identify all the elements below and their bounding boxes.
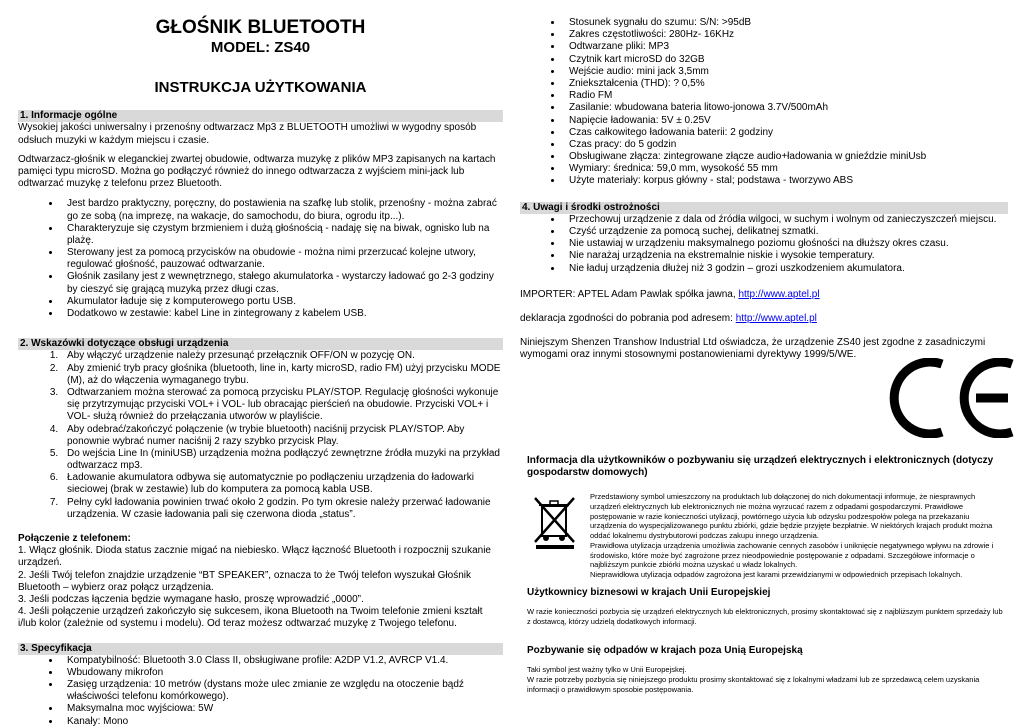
list-item: • Nie narażaj urządzenia na ekstremalnie niskie i wysokie temperatury.	[563, 250, 1008, 262]
list-item: • Zniekształcenia (THD): ? 0,5%	[563, 78, 1008, 90]
manual-title: INSTRUKCJA UŻYTKOWANIA	[154, 78, 367, 96]
waste-title: Informacja dla użytkowników o pozbywaniu się urządzeń elektrycznych i elektronicznych (dotyczy gospodarstw domowych)	[527, 455, 994, 479]
list-item: • Dodatkowo w zestawie: kabel Line in zintegrowany z kabelem USB.	[61, 308, 503, 320]
waste-text-block	[590, 492, 1002, 580]
declaration-link[interactable]: http://www.aptel.pl	[735, 312, 817, 324]
phone-step: 1. Włącz głośnik. Dioda status zacznie migać na niebiesko. Włącz łączność Bluetooth i rozpocznij szukanie urządzeń.	[18, 545, 491, 569]
list-item: • Użyte materiały: korpus główny - stal; podstawa - tworzywo ABS	[563, 175, 1008, 187]
list-item: 2. Aby zmienić tryb pracy głośnika (bluetooth, line in, karty microSD, radio FM) użyj przycisku MODE (M), aż do włączenia wymaganego trybu.	[61, 363, 503, 387]
importer-line	[520, 289, 1008, 301]
declaration-line	[520, 313, 1008, 325]
phone-heading: Połączenie z telefonem:	[18, 533, 131, 544]
phone-step: 3. Jeśli podczas łączenia będzie wymagane hasło, proszę wprowadzić „0000”.	[18, 593, 364, 605]
list-item: • Napięcie ładowania: 5V ± 0.25V	[563, 115, 1008, 127]
list-item: • Maksymalna moc wyjściowa: 5W	[61, 703, 503, 715]
list-item: • Charakteryzuje się czystym brzmieniem i dużą głośnością - nadaję się na biwak, ognisko lub na plażę.	[61, 223, 503, 247]
model-label: MODEL: ZS40	[210, 38, 311, 56]
outside-eu-text-1: Taki symbol jest ważny tylko w Unii Europejskej.	[527, 665, 687, 675]
list-item: • Kompatybilność: Bluetooth 3.0 Class II, obsługiwane profile: A2DP V1.2, AVRCP V1.4.	[61, 655, 503, 667]
list-item: • Zasilanie: wbudowana bateria litowo-jonowa 3.7V/500mAh	[563, 102, 1008, 114]
list-item: 7. Pełny cykl ładowania powinien trwać około 2 godzin. Po tym okresie należy przerwać ładowanie urządzenia. W czasie ładowania pali się czerwona dioda „status”.	[61, 497, 503, 521]
list-item: • Radio FM	[563, 90, 1008, 102]
document-title: GŁOŚNIK BLUETOOTH	[155, 17, 366, 38]
list-item: • Przechowuj urządzenie z dala od źródła wilgoci, w suchym i wolnym od zanieczyszczeń miejscu.	[563, 214, 1008, 226]
list-item: • Zakres częstotliwości: 280Hz- 16KHz	[563, 29, 1008, 41]
phone-step: 4. Jeśli połączenie urządzeń zakończyło się sukcesem, ikona Bluetooth na Twoim telefonie zmieni kształt i/lub kolor (zależnie od systemu i modelu). Od teraz możesz odtwarzać muzykę z Twojego telefonu.	[18, 606, 483, 630]
outside-eu	[527, 645, 1005, 694]
list-item: 3. Odtwarzaniem można sterować za pomocą przycisku PLAY/STOP. Regulację głośności wykonuje się przytrzymując przyciski VOL+ i VOL- lub obracając pierścień na obudowie. Przyciski VOL+ i VOL- służą również do przełączania utworów w playliście.	[61, 387, 503, 424]
section-heading-usage: 2. Wskazówki dotyczące obsługi urządzenia	[18, 338, 503, 350]
waste-text: Przedstawiony symbol umieszczony na produktach lub dołączonej do nich dokumentacji informuje, że niesprawnych urządzeń elektrycznych lub elektronicznych nie można wyrzucać razem z odpadami gospodarczymi. Prawidłowe postępowanie w razie konieczności utylizacji, powtórnego użycia lub odzysku podzespołów polega na przekazaniu urządzenia do wyspecjalizowanego punktu zbiórki, gdzie będzie przyjęte bezpłatnie. W niektórych krajach produkt można oddać lokalnemu dystrybutorowi podczas zakupu innego urządzenia.	[590, 492, 993, 540]
section-heading-cautions: 4. Uwagi i środki ostrożności	[520, 202, 1008, 214]
list-item: • Wejście audio: mini jack 3,5mm	[563, 66, 1008, 78]
list-item: • Zasięg urządzenia: 10 metrów (dystans może ulec zmianie ze względu na otoczenie bądź właściwości telefonu komórkowego).	[61, 679, 503, 703]
list-item: • Jest bardzo praktyczny, poręczny, do postawienia na szafkę lub stolik, przenośny - można zabrać go ze sobą (na imprezę, na wakacje, do samochodu, do biura, ogrodu itp...).	[61, 198, 503, 222]
usage-list	[18, 350, 503, 521]
list-item: • Obsługiwane złącza: zintegrowane złącze audio+ładowania w gnieździe miniUsb	[563, 151, 1008, 163]
list-item: • Nie ładuj urządzenia dłużej niż 3 godzin – grozi uszkodzeniem akumulatora.	[563, 263, 1008, 275]
ce-mark-icon	[872, 358, 1022, 438]
spec-list-left	[18, 655, 503, 728]
list-item: • Stosunek sygnału do szumu: S/N: >95dB	[563, 17, 1008, 29]
right-column	[520, 17, 1008, 369]
list-item: 4. Aby odebrać/zakończyć połączenie (w trybie bluetooth) naciśnij przycisk PLAY/STOP. Aby ponownie wybrać numer naciśnij 2 razy szybko przycisk Play.	[61, 424, 503, 448]
spec-list-right	[520, 17, 1008, 188]
list-item: • Czyść urządzenie za pomocą suchej, delikatnej szmatki.	[563, 226, 1008, 238]
waste-info	[527, 455, 1007, 479]
general-paragraph-2: Odtwarzacz-głośnik w eleganckiej zwartej obudowie, odtwarza muzykę z plików MP3 zapisanych na kartach pamięci typu microSD. Można go podłączyć również do innego odtwarzacza z wyjściem mini-jack lub odtwarzać muzykę z telefonu przez Bluetooth.	[18, 153, 496, 190]
list-item: • Odtwarzane pliki: MP3	[563, 41, 1008, 53]
list-item: 5. Do wejścia Line In (miniUSB) urządzenia można podłączyć zewnętrzne źródła muzyki na przykład odtwarzacz mp3.	[61, 448, 503, 472]
declaration-text: deklaracja zgodności do pobrania pod adresem:	[520, 312, 736, 324]
list-item: • Akumulator ładuje się z komputerowego portu USB.	[61, 296, 503, 308]
features-list	[18, 198, 503, 320]
crossed-bin-icon	[530, 494, 580, 550]
general-paragraph-1: Wysokiej jakości uniwersalny i przenośny odtwarzacz Mp3 z BLUETOOTH umożliwi w wygodny sposób odsłuch muzyki w każdym miejscu i czasie.	[18, 122, 477, 146]
business-title: Użytkownicy biznesowi w krajach Unii Europejskiej	[527, 587, 771, 598]
list-item: • Czas pracy: do 5 godzin	[563, 139, 1008, 151]
section-heading-general: 1. Informacje ogólne	[18, 110, 503, 122]
waste-text-3: Nieprawidłowa utylizacja odpadów zagrożona jest karami przewidzianymi w odpowiednich przepisach lokalnych.	[590, 570, 963, 579]
list-item: • Głośnik zasilany jest z wewnętrznego, stałego akumulatorka - wystarczy ładować go 2-3 godziny by cieszyć się grającą muzyką przez długi czas.	[61, 271, 503, 295]
outside-eu-title: Pozbywanie się odpadów w krajach poza Unią Europejską	[527, 645, 803, 656]
importer-text: IMPORTER: APTEL Adam Pawlak spółka jawna,	[520, 288, 739, 300]
section-heading-spec: 3. Specyfikacja	[18, 643, 503, 655]
conformity-statement: Niniejszym Shenzen Transhow Industrial Ltd oświadcza, że urządzenie ZS40 jest zgodne z zasadniczymi wymogami oraz innymi stosownymi postanowieniami dyrektywy 1999/5/WE.	[520, 337, 986, 361]
list-item: • Sterowany jest za pomocą przycisków na obudowie - można nimi przerzucać kolejne utwory, regulować głośność, pauzować odtwarzanie.	[61, 247, 503, 271]
list-item: 6. Ładowanie akumulatora odbywa się automatycznie po podłączeniu urządzenia do ładowarki sieciowej (brak w zestawie) lub do komputera za pomocą kabla USB.	[61, 472, 503, 496]
list-item: • Kanały: Mono	[61, 716, 503, 728]
list-item: • Wbudowany mikrofon	[61, 667, 503, 679]
cautions-list	[520, 214, 1008, 275]
business-text: W razie konieczności pozbycia się urządzeń elektrycznych lub elektronicznych, prosimy skontaktować się z najbliższym punktem sprzedaży lub z dostawcą, którzy udzielą dodatkowych informacji.	[527, 607, 1003, 626]
waste-text-2: Prawidłowa utylizacja urządzenia umożliwia zachowanie cennych zasobów i uniknięcie negatywnego wpływu na zdrowie i środowisko, które może być zagrożone przez nieodpowiednie postępowanie z odpadami. Szczegółowe informacje o najbliższym punkcie zbiórki można uzyskać u władz lokalnych.	[590, 540, 994, 570]
outside-eu-text-2: W razie potrzeby pozbycia się niniejszego produktu prosimy skontaktować się z lokalnymi władzami lub ze sprzedawcą celem uzyskania informacji o prawidłowym sposobie postępowania.	[527, 674, 980, 694]
phone-step: 2. Jeśli Twój telefon znajdzie urządzenie “BT SPEAKER”, oznacza to że Twój telefon wyszukał Głośnik Bluetooth – wybierz oraz połącz urządzenia.	[18, 569, 471, 593]
business-users	[527, 587, 1005, 627]
list-item: • Wymiary: średnica: 59,0 mm, wysokość 55 mm	[563, 163, 1008, 175]
list-item: • Czas całkowitego ładowania baterii: 2 godziny	[563, 127, 1008, 139]
left-column	[18, 0, 503, 728]
list-item: • Czytnik kart microSD do 32GB	[563, 54, 1008, 66]
importer-link[interactable]: http://www.aptel.pl	[738, 288, 820, 300]
list-item: • Nie ustawiaj w urządzeniu maksymalnego poziomu głośności na dłuższy okres czasu.	[563, 238, 1008, 250]
list-item: 1. Aby włączyć urządzenie należy przesunąć przełącznik OFF/ON w pozycję ON.	[61, 350, 503, 362]
